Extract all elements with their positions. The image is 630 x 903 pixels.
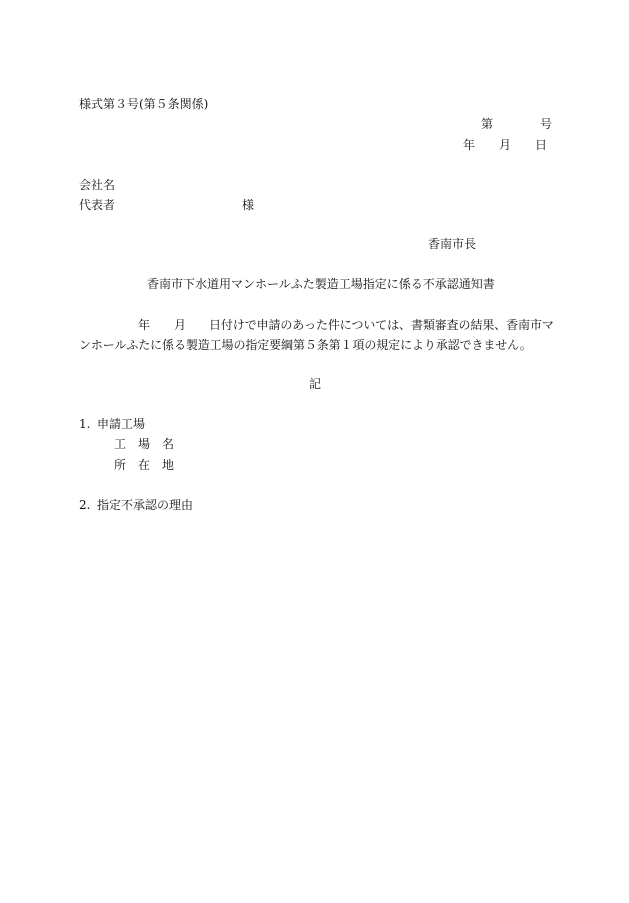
body-line-1: 日付けで申請のあった件については、書類審査の結果、香南市マ	[209, 318, 554, 332]
item-1-number: 1.	[79, 417, 91, 431]
honorific: 様	[242, 198, 255, 212]
item-1-title: 申請工場	[97, 417, 146, 431]
doc-number-prefix: 第	[481, 117, 494, 131]
body-line-2: ンホールふたに係る製造工場の指定要綱第５条第１項の規定により承認できません。	[79, 338, 532, 352]
doc-number-suffix: 号	[540, 117, 553, 131]
body-year: 年	[138, 318, 151, 332]
company-name-label: 会社名	[79, 178, 116, 192]
document-title: 香南市下水道用マンホールふた製造工場指定に係る不承認通知書	[147, 277, 495, 291]
ki-heading: 記	[309, 377, 322, 391]
representative-label: 代表者	[79, 198, 116, 212]
body-month: 月	[174, 318, 187, 332]
date-day: 日	[535, 138, 548, 152]
form-label: 様式第３号(第５条関係)	[79, 97, 209, 111]
item-2-title: 指定不承認の理由	[97, 498, 194, 512]
sender-name: 香南市長	[428, 237, 477, 251]
date-year: 年	[463, 138, 476, 152]
location-label: 所 在 地	[114, 458, 175, 472]
factory-name-label: 工 場 名	[114, 437, 175, 451]
item-2-number: 2.	[79, 498, 91, 512]
date-month: 月	[499, 138, 512, 152]
